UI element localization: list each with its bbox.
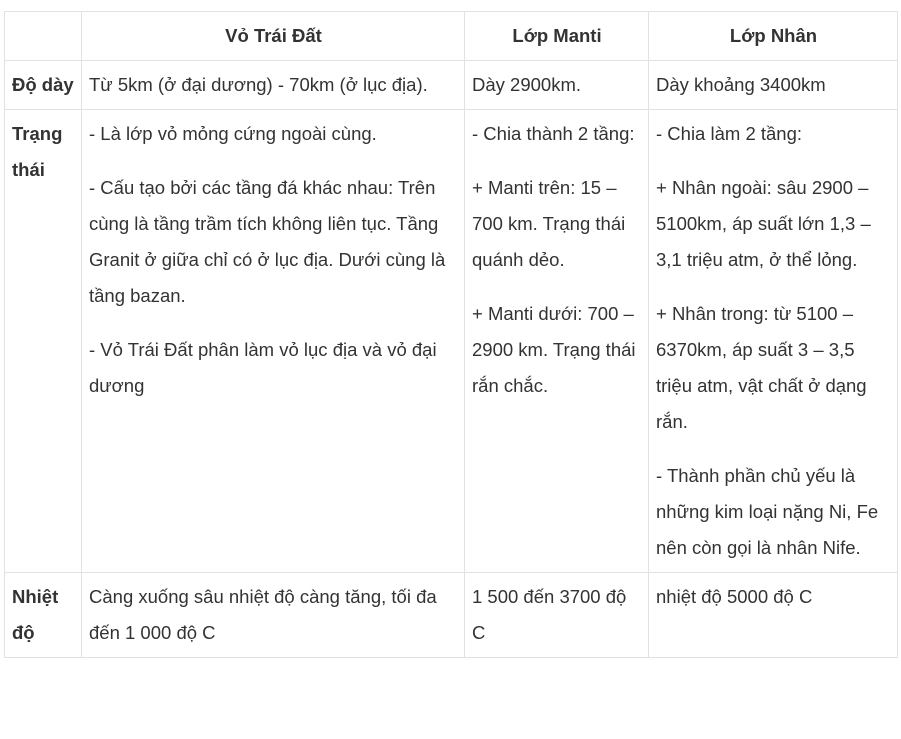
cell-paragraph: + Manti dưới: 700 – 2900 km. Trạng thái rắn chắc. [472,303,636,396]
cell-paragraph: nhiệt độ 5000 độ C [656,586,813,607]
cell-paragraph: + Manti trên: 15 – 700 km. Trạng thái quánh dẻo. [472,177,626,270]
cell-paragraph: Càng xuống sâu nhiệt độ càng tăng, tối đa đến 1 000 độ C [89,586,437,643]
cell-paragraph: - Là lớp vỏ mỏng cứng ngoài cùng. [89,123,377,144]
cell-paragraph: + Nhân trong: từ 5100 – 6370km, áp suất 3 – 3,5 triệu atm, vật chất ở dạng rắn. [656,303,867,432]
cell-state-mantle [465,110,649,573]
header-crust: Vỏ Trái Đất [82,12,465,61]
table-row-temperature [5,573,898,658]
table-row-state [5,110,898,573]
cell-paragraph: - Chia làm 2 tầng: [656,123,803,144]
header-mantle: Lớp Manti [465,12,649,61]
cell-state-crust [82,110,465,573]
earth-layers-table [4,11,898,658]
header-corner-cell [5,12,82,61]
header-row [5,12,898,61]
cell-paragraph: - Cấu tạo bởi các tầng đá khác nhau: Trên cùng là tầng trầm tích không liên tục. Tầng Granit ở giữa chỉ có ở lục địa. Dưới cùng là tầng bazan. [89,177,446,306]
row-label-state: Trạng thái [5,110,82,573]
cell-temperature-crust [82,573,465,658]
row-label-thickness: Độ dày [5,61,82,110]
table-header [5,12,898,61]
row-label-temperature: Nhiệt độ [5,573,82,658]
cell-paragraph: - Thành phần chủ yếu là những kim loại nặng Ni, Fe nên còn gọi là nhân Nife. [656,465,879,558]
cell-thickness-crust [82,61,465,110]
header-core: Lớp Nhân [649,12,898,61]
cell-paragraph: 1 500 đến 3700 độ C [472,586,627,643]
cell-temperature-core [649,573,898,658]
cell-state-core [649,110,898,573]
cell-paragraph: - Vỏ Trái Đất phân làm vỏ lục địa và vỏ đại dương [89,339,437,396]
cell-paragraph: + Nhân ngoài: sâu 2900 – 5100km, áp suất lớn 1,3 – 3,1 triệu atm, ở thể lỏng. [656,177,871,270]
cell-paragraph: Dày 2900km. [472,74,581,95]
cell-paragraph: - Chia thành 2 tầng: [472,123,635,144]
cell-paragraph: Dày khoảng 3400km [656,74,826,95]
table-row-thickness [5,61,898,110]
table-body [5,61,898,658]
cell-thickness-core [649,61,898,110]
cell-thickness-mantle [465,61,649,110]
cell-paragraph: Từ 5km (ở đại dương) - 70km (ở lục địa). [89,74,428,95]
cell-temperature-mantle [465,573,649,658]
